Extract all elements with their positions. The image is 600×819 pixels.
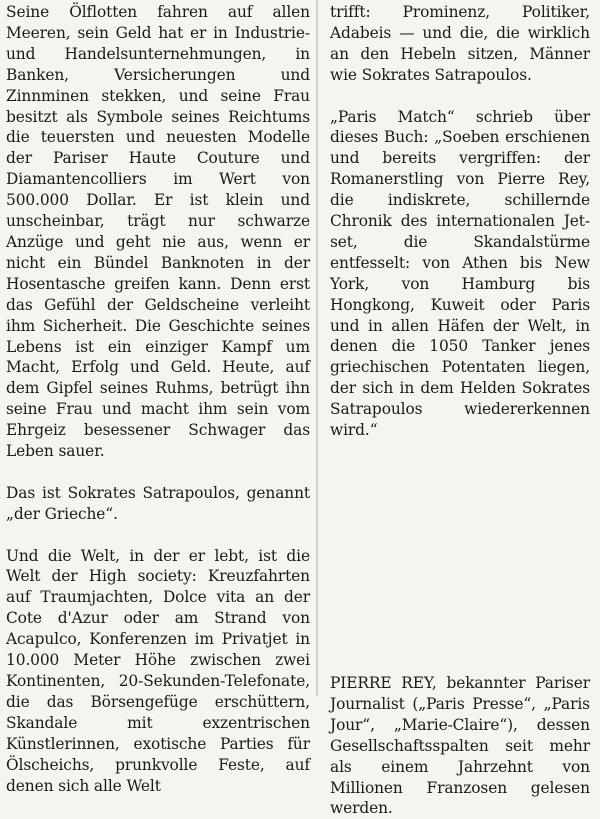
blank-space <box>330 441 590 673</box>
paragraph-high-society: Und die Welt, in der er lebt, ist die Welt der High society: Kreuzfahrten auf Traumjachten, Dolce vita an der Cote d'Azur oder am Strand von Acapulco, Konferenzen im Privatjet in 10.000 Meter Höhe zwischen zwei Kontinenten, 20-Sekunden-Telefonate, die das Börsengefüge erschüttern, Skandale mit exzentrischen Künstlerinnen, exotische Parties für Ölscheichs, prunkvolle Feste, auf denen sich alle Welt <box>6 546 310 795</box>
paragraph-wealth: Seine Ölflotten fahren auf allen Meeren, sein Geld hat er in Industrie- und Handelsunternehmungen, in Banken, Versicherungen und Zinnminen stekken, und seine Frau besitzt als Symbole seines Reichtums die teuersten und neuesten Modelle der Pariser Haute Couture und Diamantencolliers im Wert von 500.000 Dollar. Er ist klein und unscheinbar, trägt nur schwarze Anzüge und geht nie aus, wenn er nicht ein Bündel Banknoten in der Hosentasche greifen kann. Denn erst das Gefühl der Geldscheine verleiht ihm Sicherheit. Die Geschichte seines Lebens ist ein einziger Kampf um Macht, Erfolg und Geld. Heute, auf dem Gipfel seines Ruhms, betrügt ihn seine Frau und macht ihm sein vom Ehrgeiz besessener Schwager das Leben sauer. <box>6 3 310 461</box>
right-text-column <box>316 0 600 818</box>
author-bio: PIERRE REY, bekannter Pariser Journalist („Paris Presse“, „Paris Jour“, „Marie-Claire“), dessen Gesellschaftsspalten seit mehr als einem Jahrzehnt von Millionen Franzosen gelesen werden. <box>330 674 590 818</box>
paragraph-the-greek: Das ist Sokrates Satrapoulos, genannt „der Grieche“. <box>6 483 310 523</box>
paragraph-paris-match-review: „Paris Match“ schrieb über dieses Buch: „Soeben erschienen und bereits vergriffen: der Romanerstling von Pierre Rey, die indiskrete, schillernde Chronik des internationalen Jet-set, die Skandalstürme entfesselt: von Athen bis New York, von Hamburg bis Hongkong, Kuweit oder Paris und in allen Häfen der Welt, in denen die 1050 Tanker jenes griechischen Potentaten liegen, der sich in dem Helden Sokrates Satrapoulos wiedererkennen wird.“ <box>330 107 590 440</box>
paragraph-continuation: trifft: Prominenz, Politiker, Adabeis — und die, die wirklich an den Hebeln sitzen, Männer wie Sokrates Satrapoulos. <box>330 3 590 84</box>
